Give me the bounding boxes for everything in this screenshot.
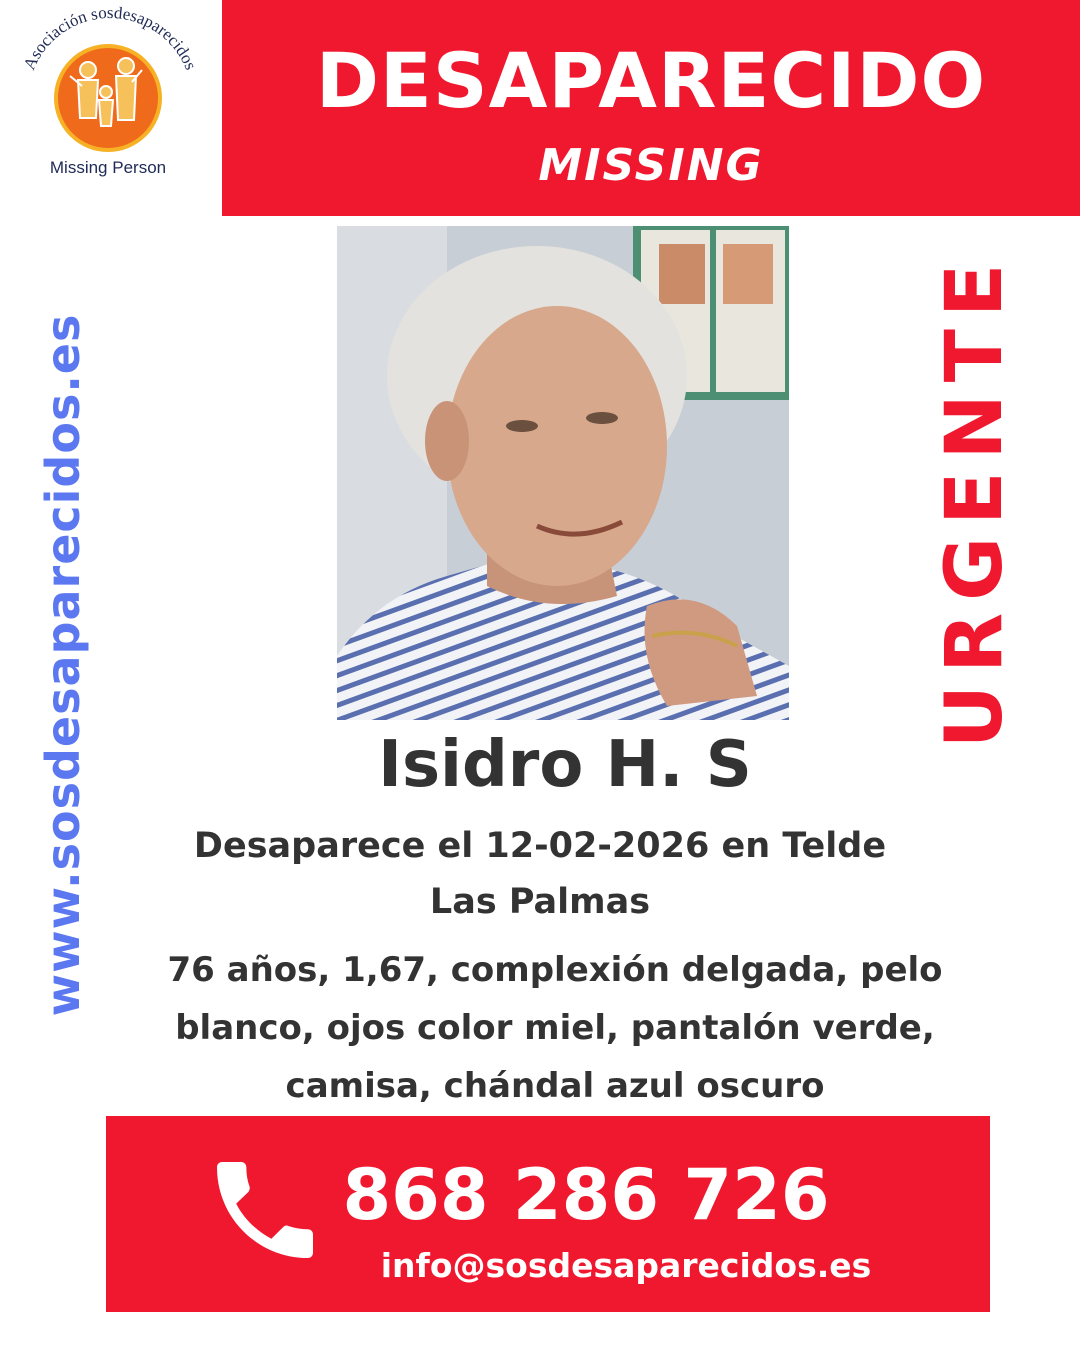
description-line: 76 años, 1,67, complexión delgada, pelo	[167, 950, 943, 990]
website-link[interactable]: www.sosdesaparecidos.es	[36, 313, 90, 1017]
logo-emblem-icon	[0, 0, 220, 216]
description-line: blanco, ojos color miel, pantalón verde,	[175, 1008, 935, 1048]
person-description	[90, 941, 1020, 1115]
urgent-label: URGENTE	[930, 251, 1020, 749]
disappearance-info	[90, 818, 990, 930]
description-line: camisa, chándal azul oscuro	[285, 1066, 825, 1106]
disappearance-date-place: Desaparece el 12-02-2026 en Telde	[193, 826, 887, 866]
person-photo	[337, 226, 789, 720]
logo-caption: Missing Person	[49, 158, 167, 177]
logo-arc-text: Asociación sosdesaparecidos	[19, 2, 201, 73]
person-name: Isidro H. S	[378, 728, 752, 802]
disappearance-province: Las Palmas	[429, 882, 651, 922]
contact-phone[interactable]: 868 286 726	[342, 1154, 830, 1236]
page-subtitle: MISSING	[538, 140, 764, 191]
contact-email[interactable]: info@sosdesaparecidos.es	[380, 1246, 872, 1285]
org-logo	[0, 0, 220, 216]
contact-box	[106, 1116, 990, 1312]
phone-icon	[198, 1146, 332, 1274]
header-banner	[222, 0, 1080, 216]
page-title: DESAPARECIDO	[315, 36, 987, 125]
